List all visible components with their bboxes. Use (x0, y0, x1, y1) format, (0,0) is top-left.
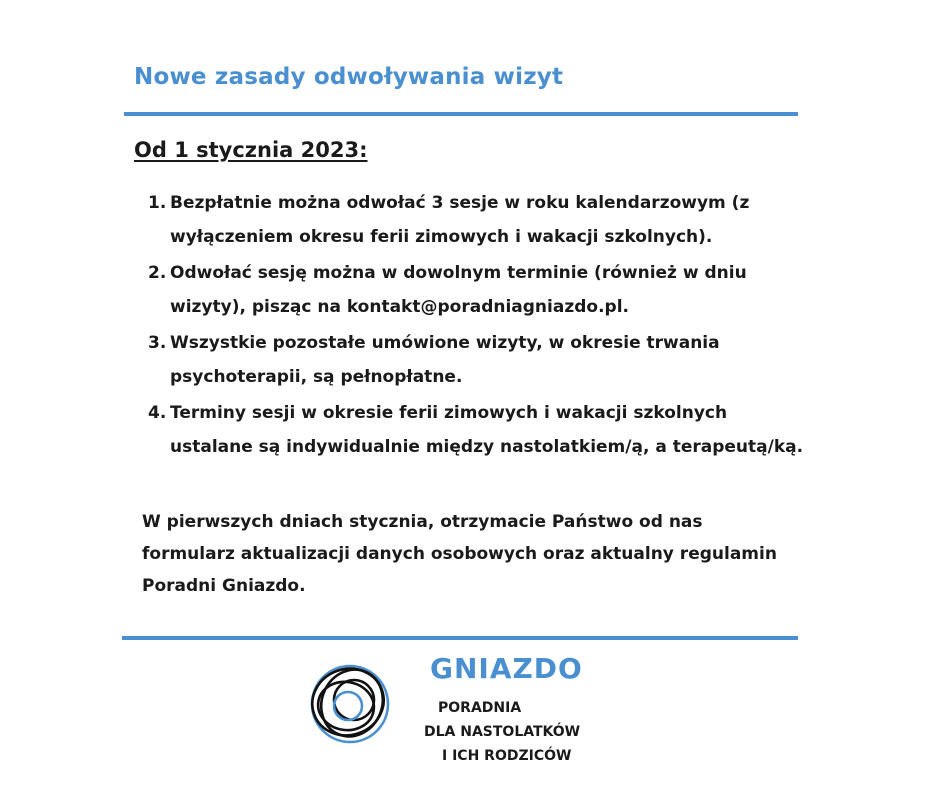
bottom-divider (122, 636, 798, 640)
brand-name: GNIAZDO (430, 652, 583, 685)
rule-number: 4. (148, 403, 167, 423)
notice-paragraph: W pierwszych dniach stycznia, otrzymacie Państwo od nas formularz aktualizacji danych osobowych oraz aktualny regulamin Poradni Gniazdo. (142, 512, 777, 596)
rule-number: 3. (148, 333, 167, 353)
page-title: Nowe zasady odwoływania wizyt (134, 64, 564, 90)
rule-number: 2. (148, 263, 167, 283)
rule-number: 1. (148, 193, 167, 213)
rules-list (148, 186, 808, 466)
nest-circles-icon (302, 656, 398, 752)
rule-text: Wszystkie pozostałe umówione wizyty, w okresie trwania psychoterapii, są pełnopłatne. (170, 333, 720, 387)
tagline-line-1: PORADNIA (438, 700, 522, 716)
tagline-line-3: I ICH RODZICÓW (442, 748, 572, 764)
rule-text: Terminy sesji w okresie ferii zimowych i wakacji szkolnych ustalane są indywidualnie między nastolatkiem/ą, a terapeutą/ką. (170, 403, 804, 457)
rule-text: Bezpłatnie można odwołać 3 sesje w roku kalendarzowym (z wyłączeniem okresu ferii zimowych i wakacji szkolnych). (170, 193, 750, 247)
effective-date-heading: Od 1 stycznia 2023: (134, 138, 368, 162)
rule-item (148, 186, 808, 254)
rule-text: Odwołać sesję można w dowolnym terminie (również w dniu wizyty), pisząc na kontakt@poradniagniazdo.pl. (170, 263, 747, 317)
tagline-line-2: DLA NASTOLATKÓW (424, 724, 581, 740)
rule-item (148, 256, 808, 324)
rule-item (148, 396, 808, 464)
rule-item (148, 326, 808, 394)
top-divider (124, 112, 798, 116)
